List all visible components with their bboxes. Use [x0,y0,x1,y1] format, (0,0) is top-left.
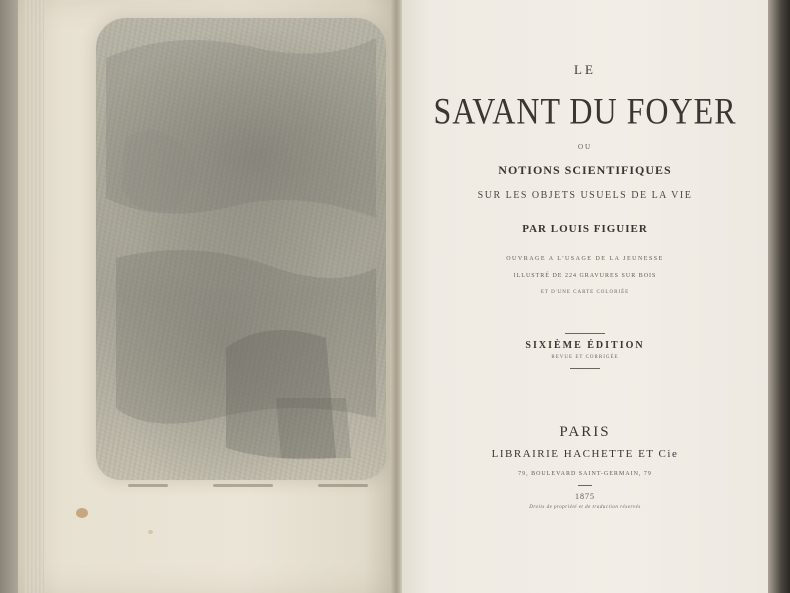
rights-notice: Droits de propriété et de traduction réservés [529,505,641,510]
caption-mark [318,484,368,487]
page-edges [24,0,44,593]
caption-mark [128,484,168,487]
foxing-stain [76,508,88,518]
subtitle: NOTIONS SCIENTIFIQUES [498,163,672,177]
title-ou: OU [577,143,593,151]
foxing-stain [148,530,153,534]
book-title: SAVANT DU FOYER [433,90,737,132]
subtitle-continued: SUR LES OBJETS USUELS DE LA VIE [477,190,693,201]
plate-caption [128,484,368,492]
divider-rule [570,368,600,369]
map-line: ET D'UNE CARTE COLORIÉE [540,290,630,295]
publication-city: PARIS [559,424,611,440]
engraving-shapes [96,18,386,480]
illustrations-line: ILLUSTRÉ DE 224 GRAVURES SUR BOIS [513,273,657,279]
publisher: LIBRAIRIE HACHETTE ET Cie [491,448,679,460]
edition-line: SIXIÈME ÉDITION [525,340,645,351]
divider-rule [578,485,592,486]
revision-line: REVUE ET CORRIGÉE [551,355,619,360]
caption-mark [213,484,273,487]
title-article: LE [574,62,596,77]
publication-year: 1875 [575,492,595,501]
frontispiece-engraving [96,18,386,480]
publisher-address: 79, BOULEVARD SAINT-GERMAIN, 79 [518,471,652,477]
audience-line: OUVRAGE A L'USAGE DE LA JEUNESSE [506,256,664,262]
author-line: PAR LOUIS FIGUIER [522,223,648,235]
title-page [402,0,768,593]
left-page [18,0,394,593]
background-edge [768,0,790,593]
divider-rule [565,333,605,334]
